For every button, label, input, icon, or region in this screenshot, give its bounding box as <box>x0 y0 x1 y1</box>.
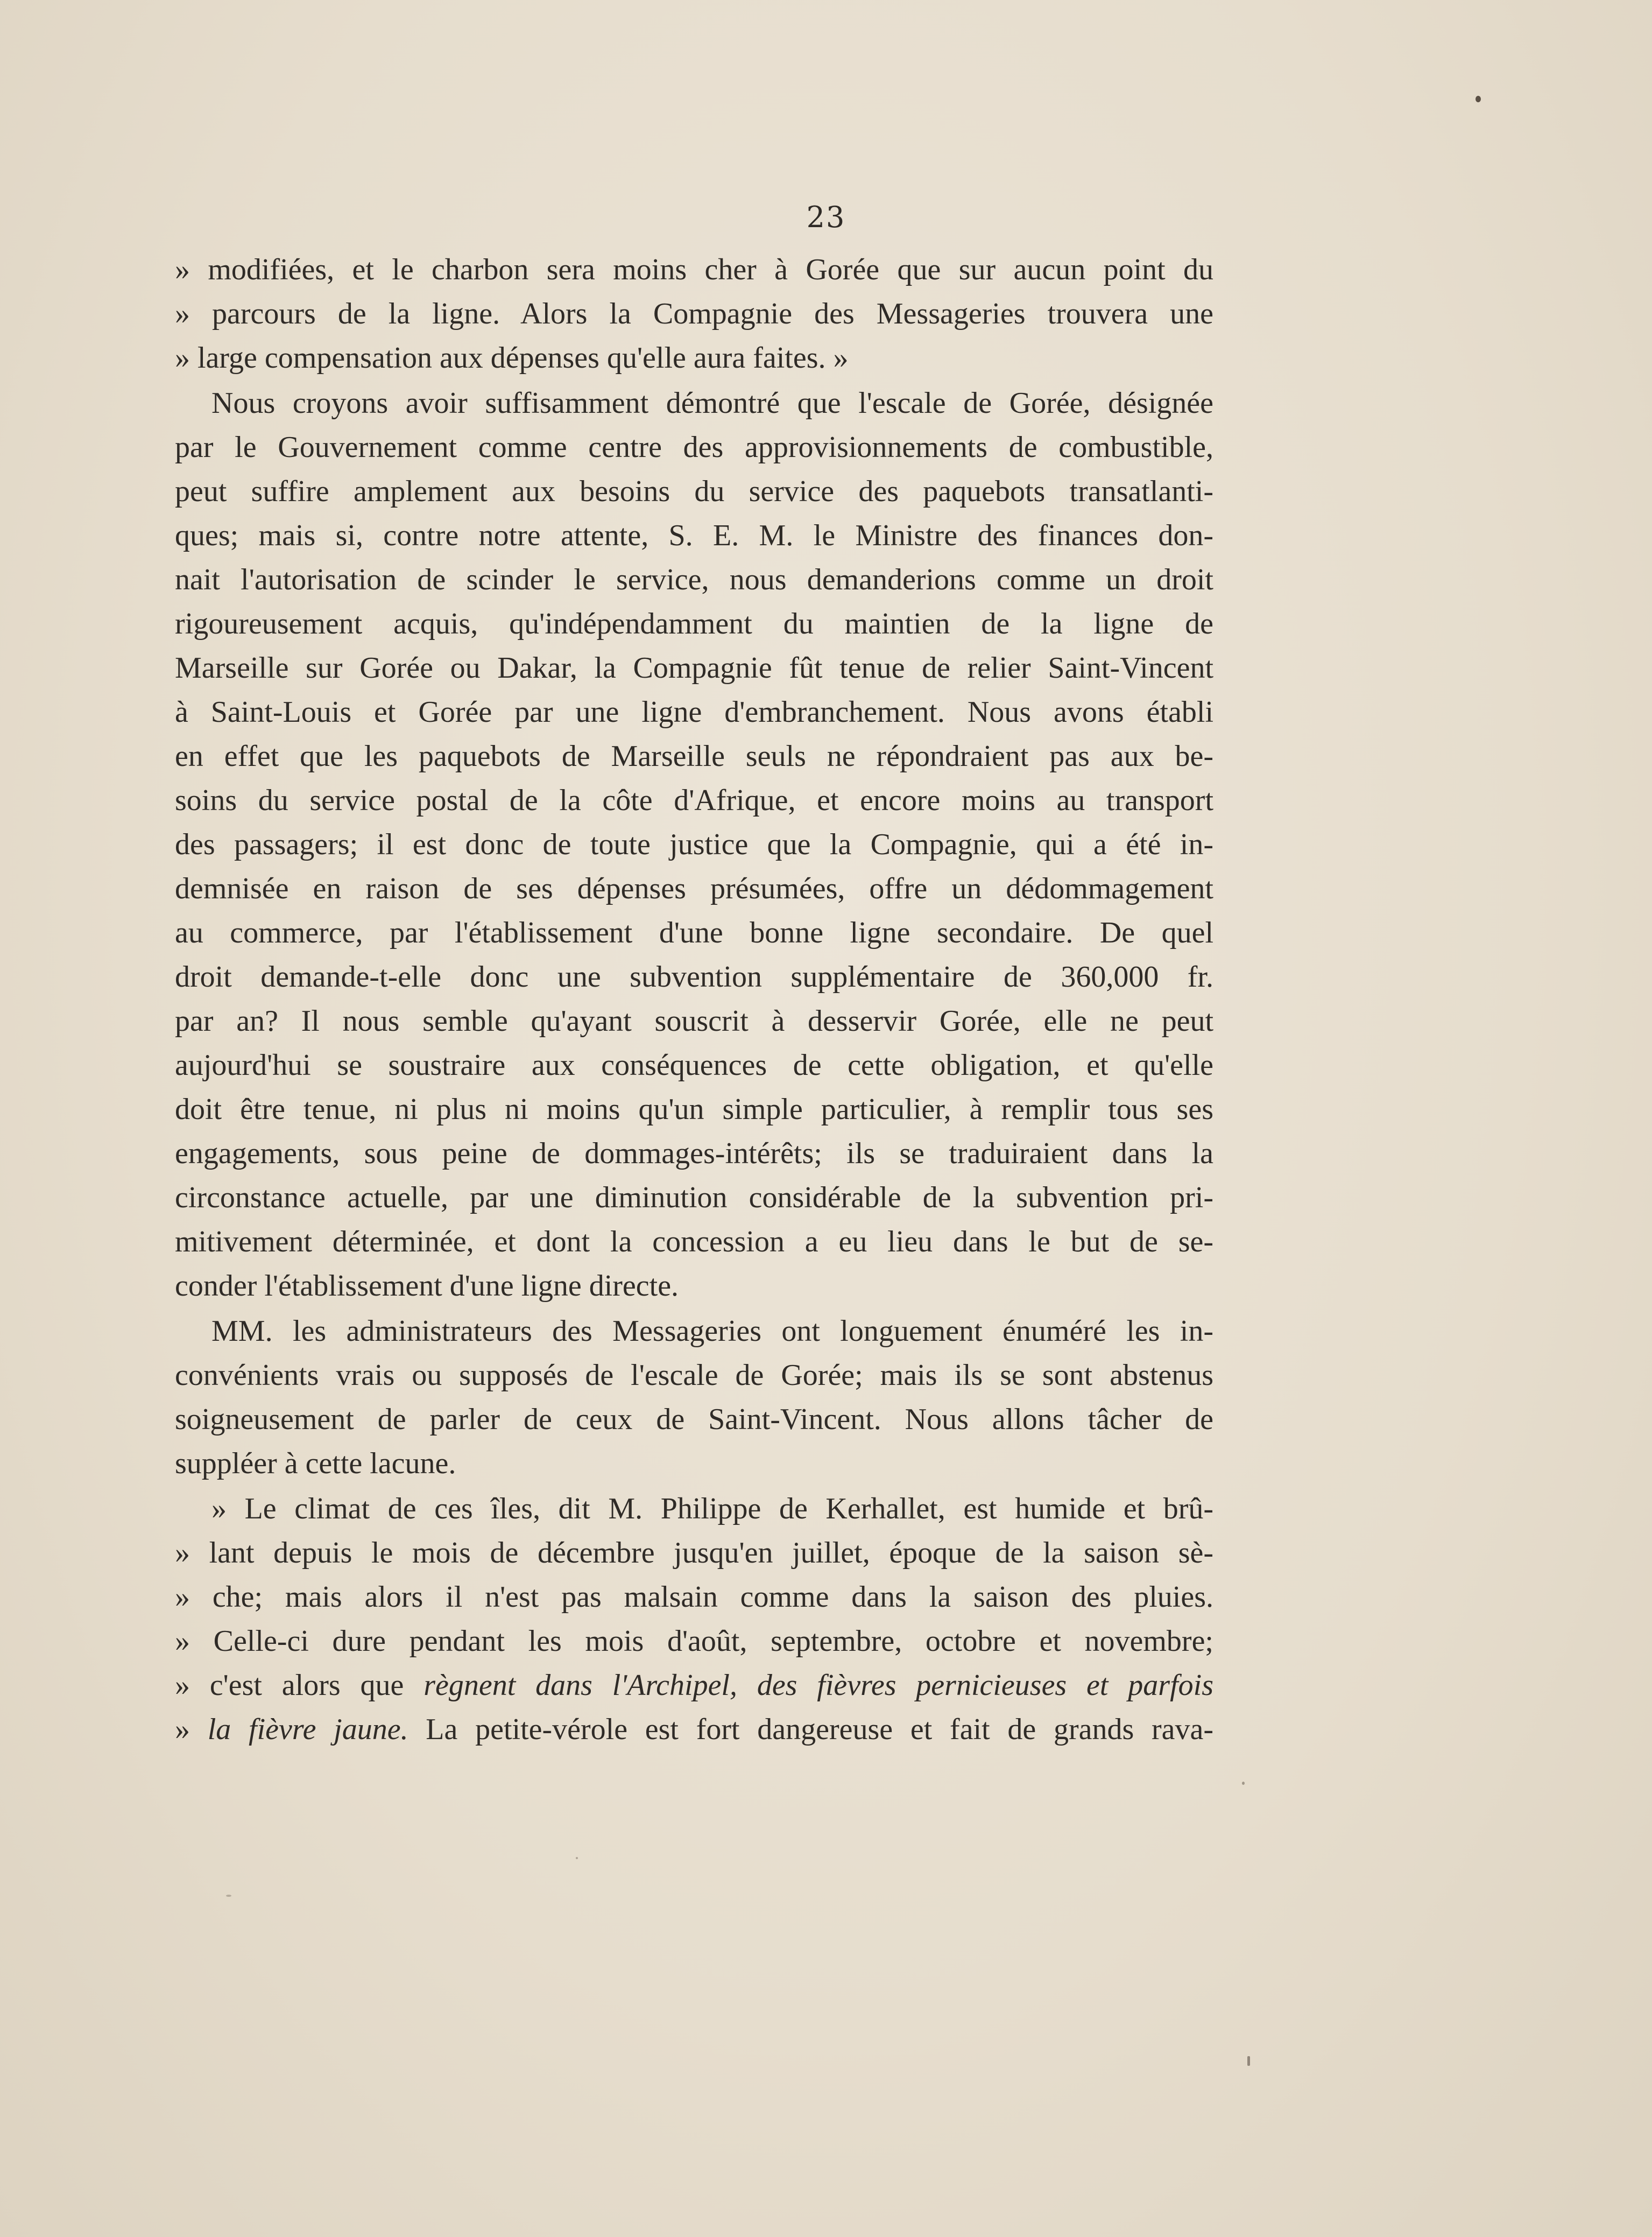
text-line: au commerce, par l'établissement d'une bonne ligne secondaire. De quel <box>175 916 1213 949</box>
text-line: conder l'établissement d'une ligne directe. <box>175 1269 679 1303</box>
text-line: » la fièvre jaune. La petite-vérole est fort dangereuse et fait de grands rava- <box>175 1713 1214 1746</box>
text-line: par an? Il nous semble qu'ayant souscrit à desservir Gorée, elle ne peut <box>175 1004 1213 1038</box>
paper-speck <box>226 1895 231 1897</box>
text-line: MM. les administrateurs des Messageries ont longuement énuméré les in- <box>211 1314 1213 1348</box>
text-line: par le Gouvernement comme centre des approvisionnements de combustible, <box>175 431 1213 464</box>
text-line: des passagers; il est donc de toute justice que la Compagnie, qui a été in- <box>175 828 1213 861</box>
paper-speck <box>1475 96 1481 102</box>
text-line: » Le climat de ces îles, dit M. Philippe de Kerhallet, est humide et brû- <box>211 1492 1213 1525</box>
text-line: » Celle-ci dure pendant les mois d'août, septembre, octobre et novembre; <box>175 1624 1213 1658</box>
text-line: mitivement déterminée, et dont la concession a eu lieu dans le but de se- <box>175 1225 1213 1258</box>
text-line: peut suffire amplement aux besoins du service des paquebots transatlanti- <box>175 475 1213 508</box>
text-line: soigneusement de parler de ceux de Saint-Vincent. Nous allons tâcher de <box>175 1403 1213 1436</box>
text-line: » large compensation aux dépenses qu'elle aura faites. » <box>175 341 849 375</box>
text-line: » parcours de la ligne. Alors la Compagnie des Messageries trouvera une <box>175 297 1213 330</box>
paper-speck <box>1247 2056 1250 2066</box>
text-line: à Saint-Louis et Gorée par une ligne d'embranchement. Nous avons établi <box>175 695 1213 729</box>
text-line: suppléer à cette lacune. <box>175 1447 456 1480</box>
text-line: Nous croyons avoir suffisamment démontré que l'escale de Gorée, désignée <box>211 386 1213 420</box>
text-line: circonstance actuelle, par une diminution considérable de la subvention pri- <box>175 1181 1213 1214</box>
text-line: » modifiées, et le charbon sera moins cher à Gorée que sur aucun point du <box>175 253 1213 286</box>
text-line: droit demande-t-elle donc une subvention supplémentaire de 360,000 fr. <box>175 960 1213 994</box>
text-line: soins du service postal de la côte d'Afrique, et encore moins au transport <box>175 784 1213 817</box>
text-line: ques; mais si, contre notre attente, S. E. M. le Ministre des finances don- <box>175 519 1213 552</box>
text-line: engagements, sous peine de dommages-intérêts; ils se traduiraient dans la <box>175 1137 1213 1170</box>
text-line: rigoureusement acquis, qu'indépendamment du maintien de la ligne de <box>175 607 1213 641</box>
text-line: aujourd'hui se soustraire aux conséquences de cette obligation, et qu'elle <box>175 1049 1213 1082</box>
text-line: Marseille sur Gorée ou Dakar, la Compagnie fût tenue de relier Saint-Vincent <box>175 651 1213 685</box>
text-line: » che; mais alors il n'est pas malsain comme dans la saison des pluies. <box>175 1580 1213 1614</box>
text-line: doit être tenue, ni plus ni moins qu'un simple particulier, à remplir tous ses <box>175 1093 1213 1126</box>
text-line: » c'est alors que règnent dans l'Archipel, des fièvres pernicieuses et parfois <box>175 1669 1213 1702</box>
text-line: » lant depuis le mois de décembre jusqu'en juillet, époque de la saison sè- <box>175 1536 1213 1570</box>
paper-speck <box>1242 1782 1245 1785</box>
text-line: convénients vrais ou supposés de l'escale de Gorée; mais ils se sont abstenus <box>175 1359 1213 1392</box>
body-text <box>175 248 1213 1751</box>
text-line: nait l'autorisation de scinder le service, nous demanderions comme un droit <box>175 563 1213 596</box>
text-line: demnisée en raison de ses dépenses présumées, offre un dédommagement <box>175 872 1213 905</box>
page-number: 23 <box>806 200 846 234</box>
paper-speck <box>576 1857 578 1859</box>
text-line: en effet que les paquebots de Marseille seuls ne répondraient pas aux be- <box>175 740 1213 773</box>
